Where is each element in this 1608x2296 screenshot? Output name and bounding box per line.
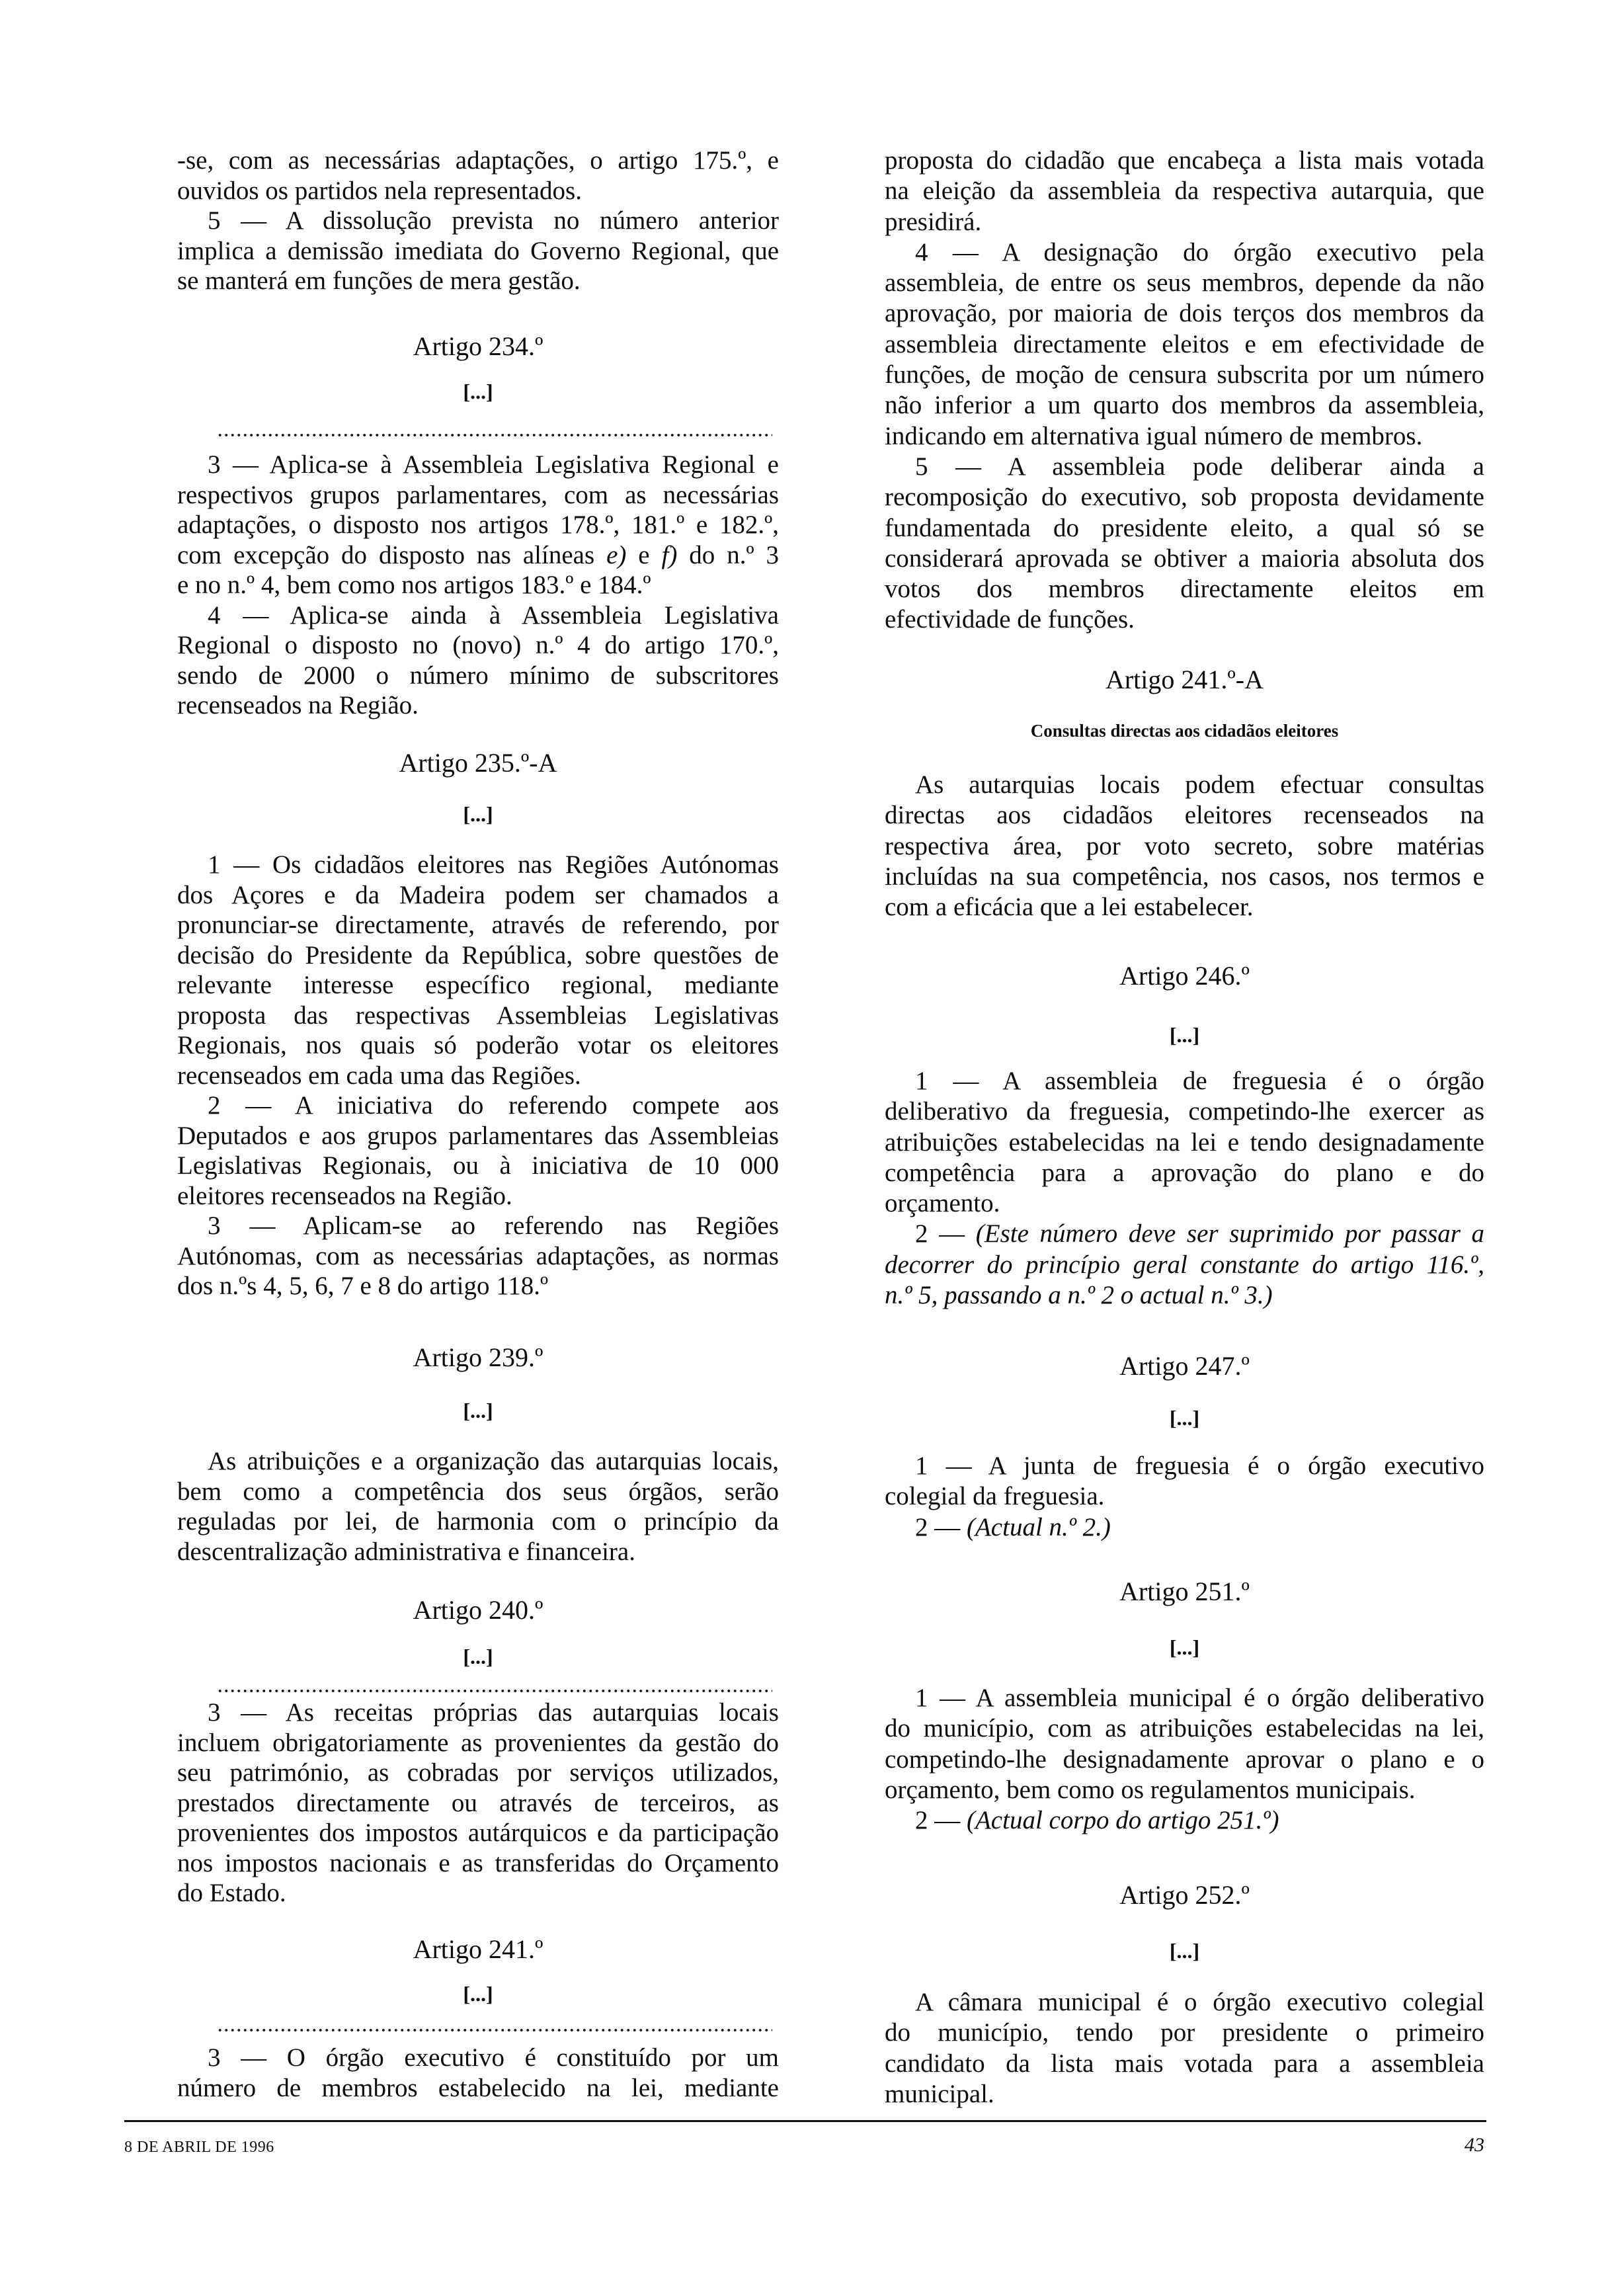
text-line: ouvidos os partidos nela representados. xyxy=(177,176,582,205)
ellipsis-marker: [...] xyxy=(1169,1406,1200,1430)
paragraph-group xyxy=(885,1066,1484,1311)
text-line: sendo de 2000 o número mínimo de subscritores xyxy=(177,661,779,690)
paragraph xyxy=(885,1219,1484,1311)
text-line: assembleia directamente eleitos e em efectividade de xyxy=(885,329,1484,358)
text-line: incluídas na sua competência, nos casos, nos termos e xyxy=(885,862,1484,891)
text-line: do Estado. xyxy=(177,1879,286,1907)
text-line: 5 — A dissolução prevista no número anterior xyxy=(208,206,779,235)
text-line: eleitores recenseados na Região. xyxy=(177,1181,512,1210)
article-heading: Artigo 247.º xyxy=(1119,1351,1250,1381)
text-line xyxy=(885,1805,1484,1836)
dotted-separator xyxy=(217,1688,772,1694)
text-line: deliberativo da freguesia, competindo-lhe exercer as xyxy=(885,1097,1484,1126)
italic-text: (Actual corpo do artigo 251.º) xyxy=(967,1806,1279,1835)
text-line: bem como a competência dos seus órgãos, serão xyxy=(177,1477,779,1506)
paragraph xyxy=(885,237,1484,452)
paragraph xyxy=(885,145,1484,237)
paragraph xyxy=(177,450,779,600)
article-heading: Artigo 251.º xyxy=(1119,1577,1250,1606)
text-line: do município, com as atribuições estabelecidas na lei, xyxy=(885,1714,1484,1743)
text-line xyxy=(177,540,779,571)
text-line: incluem obrigatoriamente as provenientes da gestão do xyxy=(177,1728,779,1757)
ellipsis-marker: [...] xyxy=(463,1645,493,1668)
article-subtitle: Consultas directas aos cidadãos eleitores xyxy=(1030,721,1339,741)
text-line: implica a demissão imediata do Governo Regional, que xyxy=(177,236,779,265)
italic-text: (Actual n.º 2.) xyxy=(967,1512,1111,1541)
text-line: respectivos grupos parlamentares, com as necessárias xyxy=(177,480,779,509)
text-line: recenseados na Região. xyxy=(177,691,419,719)
text-line: presidirá. xyxy=(885,207,982,236)
text-line: 2 — A iniciativa do referendo compete aos xyxy=(208,1091,779,1120)
text-line: 4 — A designação do órgão executivo pela xyxy=(915,237,1484,266)
article-heading: Artigo 234.º xyxy=(413,331,543,361)
paragraph xyxy=(177,1211,779,1301)
paragraph xyxy=(885,1512,1484,1543)
text-line: relevante interesse específico regional, mediante xyxy=(177,971,779,999)
text-line: se manterá em funções de mera gestão. xyxy=(177,266,581,295)
paragraph xyxy=(177,1090,779,1211)
text-line: As autarquias locais podem efectuar consultas xyxy=(915,770,1484,799)
paragraph-group xyxy=(177,2043,779,2103)
text-line: número de membros estabelecido na lei, mediante xyxy=(177,2073,779,2102)
italic-text: f) xyxy=(661,540,678,569)
text-line: efectividade de funções. xyxy=(885,605,1135,634)
text-span: e xyxy=(626,540,662,569)
ellipsis-marker: [...] xyxy=(1169,1635,1200,1659)
text-line: Regional o disposto no (novo) n.º 4 do artigo 170.º, xyxy=(177,631,779,659)
text-line: assembleia, de entre os seus membros, depende da não xyxy=(885,268,1484,298)
page-number: 43 xyxy=(1465,2134,1484,2156)
paragraph xyxy=(885,1683,1484,1805)
paragraph-group xyxy=(177,1446,779,1567)
paragraph-group xyxy=(885,1683,1484,1836)
text-line: considerará aprovada se obtiver a maioria absoluta dos xyxy=(885,544,1484,573)
text-line: indicando em alternativa igual número de membros. xyxy=(885,421,1423,450)
text-line: municipal. xyxy=(885,2079,994,2108)
ellipsis-marker: [...] xyxy=(463,1399,493,1422)
text-line: 1 — A assembleia municipal é o órgão deliberativo xyxy=(915,1684,1484,1712)
footer-date: 8 DE ABRIL DE 1996 xyxy=(124,2139,274,2156)
article-heading: Artigo 241.º xyxy=(413,1934,543,1964)
paragraph-group xyxy=(177,145,779,296)
article-heading: Artigo 239.º xyxy=(413,1342,543,1372)
text-line: aprovação, por maioria de dois terços dos membros da xyxy=(885,299,1484,328)
text-line: A câmara municipal é o órgão executivo colegial xyxy=(915,1988,1484,2016)
text-line: 4 — Aplica-se ainda à Assembleia Legislativa xyxy=(208,600,779,630)
paragraph xyxy=(885,1066,1484,1219)
text-line xyxy=(885,1250,1484,1280)
text-line: Deputados e aos grupos parlamentares das Assembleias xyxy=(177,1121,779,1150)
text-line: directas aos cidadãos eleitores recenseados na xyxy=(885,801,1484,830)
ellipsis-marker: [...] xyxy=(1169,1939,1200,1963)
paragraph xyxy=(885,1451,1484,1512)
ellipsis-marker: [...] xyxy=(463,802,493,826)
text-line: dos Açores e da Madeira podem ser chamados a xyxy=(177,880,779,909)
text-line: adaptações, o disposto nos artigos 178.º, 181.º e 182.º, xyxy=(177,511,779,539)
text-line: proposta das respectivas Assembleias Legislativas xyxy=(177,1001,779,1030)
text-line: Autónomas, com as necessárias adaptações, as normas xyxy=(177,1241,779,1270)
text-line: e no n.º 4, bem como nos artigos 183.º e 184.º xyxy=(177,571,651,599)
text-line: 1 — A assembleia de freguesia é o órgão xyxy=(915,1067,1484,1095)
text-line: 3 — O órgão executivo é constituído por um xyxy=(208,2043,779,2072)
text-span: com excepção do disposto nas alíneas xyxy=(177,540,607,569)
text-line: descentralização administrativa e financeira. xyxy=(177,1537,635,1566)
text-line: dos n.ºs 4, 5, 6, 7 e 8 do artigo 118.º xyxy=(177,1272,549,1300)
text-line: 1 — Os cidadãos eleitores nas Regiões Autónomas xyxy=(208,850,779,879)
text-line: seu património, as cobradas por serviços utilizados, xyxy=(177,1758,779,1787)
text-span: 2 — xyxy=(915,1219,976,1249)
text-line: 1 — A junta de freguesia é o órgão executivo xyxy=(915,1452,1484,1480)
paragraph xyxy=(177,2043,779,2103)
text-line: orçamento. xyxy=(885,1189,1000,1218)
ellipsis-marker: [...] xyxy=(463,380,493,403)
paragraph xyxy=(177,1698,779,1908)
footer-divider xyxy=(124,2120,1486,2122)
article-heading: Artigo 235.º-A xyxy=(399,748,557,778)
italic-text: (Este número deve ser suprimido por passar a xyxy=(975,1219,1484,1249)
text-line: -se, com as necessárias adaptações, o artigo 175.º, e xyxy=(177,146,779,175)
text-line: orçamento, bem como os regulamentos municipais. xyxy=(885,1775,1416,1804)
text-line: competência para a aprovação do plano e do xyxy=(885,1158,1484,1187)
text-line: pronunciar-se directamente, através de referendo, por xyxy=(177,911,779,939)
text-span: 2 — xyxy=(915,1806,967,1835)
paragraph xyxy=(885,1987,1484,2110)
text-line: Regionais, nos quais só poderão votar os eleitores xyxy=(177,1031,779,1059)
text-line: recenseados em cada uma das Regiões. xyxy=(177,1061,581,1090)
article-heading: Artigo 241.º-A xyxy=(1105,665,1264,694)
text-line: provenientes dos impostos autárquicos e da participação xyxy=(177,1819,779,1847)
text-line xyxy=(885,1280,1484,1311)
text-line: recomposição do executivo, sob proposta devidamente xyxy=(885,483,1484,512)
paragraph xyxy=(885,770,1484,922)
text-span: do n.º 3 xyxy=(677,540,779,569)
text-line: colegial da freguesia. xyxy=(885,1482,1105,1511)
paragraph-group xyxy=(177,450,779,721)
paragraph-group xyxy=(885,1987,1484,2110)
paragraph xyxy=(177,600,779,721)
right-column xyxy=(885,0,1484,2296)
text-line: do município, tendo por presidente o primeiro xyxy=(885,2018,1484,2047)
text-line: votos dos membros directamente eleitos em xyxy=(885,575,1484,604)
paragraph xyxy=(885,452,1484,636)
text-line: não inferior a um quarto dos membros da assembleia, xyxy=(885,391,1484,420)
article-heading: Artigo 240.º xyxy=(413,1595,543,1625)
text-line: funções, de moção de censura subscrita por um número xyxy=(885,360,1484,390)
article-heading: Artigo 252.º xyxy=(1119,1880,1250,1910)
text-line: nos impostos nacionais e as transferidas do Orçamento xyxy=(177,1848,779,1877)
paragraph-group xyxy=(177,850,779,1301)
text-line: proposta do cidadão que encabeça a lista mais votada xyxy=(885,146,1484,175)
left-column xyxy=(177,0,779,2296)
ellipsis-marker: [...] xyxy=(1169,1023,1200,1047)
text-line: 3 — Aplicam-se ao referendo nas Regiões xyxy=(208,1211,779,1240)
paragraph xyxy=(177,1446,779,1567)
text-line: Legislativas Regionais, ou à iniciativa de 10 000 xyxy=(177,1151,779,1180)
text-line: na eleição da assembleia da respectiva autarquia, que xyxy=(885,177,1484,206)
dotted-separator xyxy=(217,2028,772,2033)
text-line: 5 — A assembleia pode deliberar ainda a xyxy=(915,452,1484,481)
text-span: 2 — xyxy=(915,1512,967,1541)
paragraph xyxy=(177,145,779,206)
italic-text: e) xyxy=(606,540,627,569)
paragraph xyxy=(885,1805,1484,1836)
text-line xyxy=(885,1219,1484,1249)
text-line: As atribuições e a organização das autarquias locais, xyxy=(208,1447,779,1475)
text-line: 3 — Aplica-se à Assembleia Legislativa Regional e xyxy=(208,450,779,479)
italic-text: decorrer do princípio geral constante do artigo 116.º, xyxy=(885,1250,1484,1279)
italic-text: n.º 5, passando a n.º 2 o actual n.º 3.) xyxy=(885,1281,1273,1310)
paragraph-group xyxy=(177,1698,779,1908)
article-heading: Artigo 246.º xyxy=(1119,961,1250,991)
text-line: com a eficácia que a lei estabelecer. xyxy=(885,893,1254,922)
text-line: candidato da lista mais votada para a assembleia xyxy=(885,2049,1484,2078)
paragraph-group xyxy=(885,1451,1484,1543)
text-line: prestados directamente ou através de terceiros, as xyxy=(177,1788,779,1817)
paragraph xyxy=(177,206,779,296)
text-line: fundamentada do presidente eleito, a qual só se xyxy=(885,513,1484,542)
ellipsis-marker: [...] xyxy=(463,1982,493,2006)
dotted-separator xyxy=(217,432,772,438)
text-line: competindo-lhe designadamente aprovar o plano e o xyxy=(885,1744,1484,1774)
text-line: respectiva área, por voto secreto, sobre matérias xyxy=(885,831,1484,860)
paragraph-group xyxy=(885,145,1484,636)
text-line: decisão do Presidente da República, sobre questões de xyxy=(177,940,779,969)
text-line: 3 — As receitas próprias das autarquias locais xyxy=(208,1698,779,1727)
paragraph xyxy=(177,850,779,1090)
text-line xyxy=(885,1512,1484,1543)
paragraph-group xyxy=(885,770,1484,922)
text-line: atribuições estabelecidas na lei e tendo designadamente xyxy=(885,1128,1484,1157)
text-line: reguladas por lei, de harmonia com o princípio da xyxy=(177,1507,779,1536)
